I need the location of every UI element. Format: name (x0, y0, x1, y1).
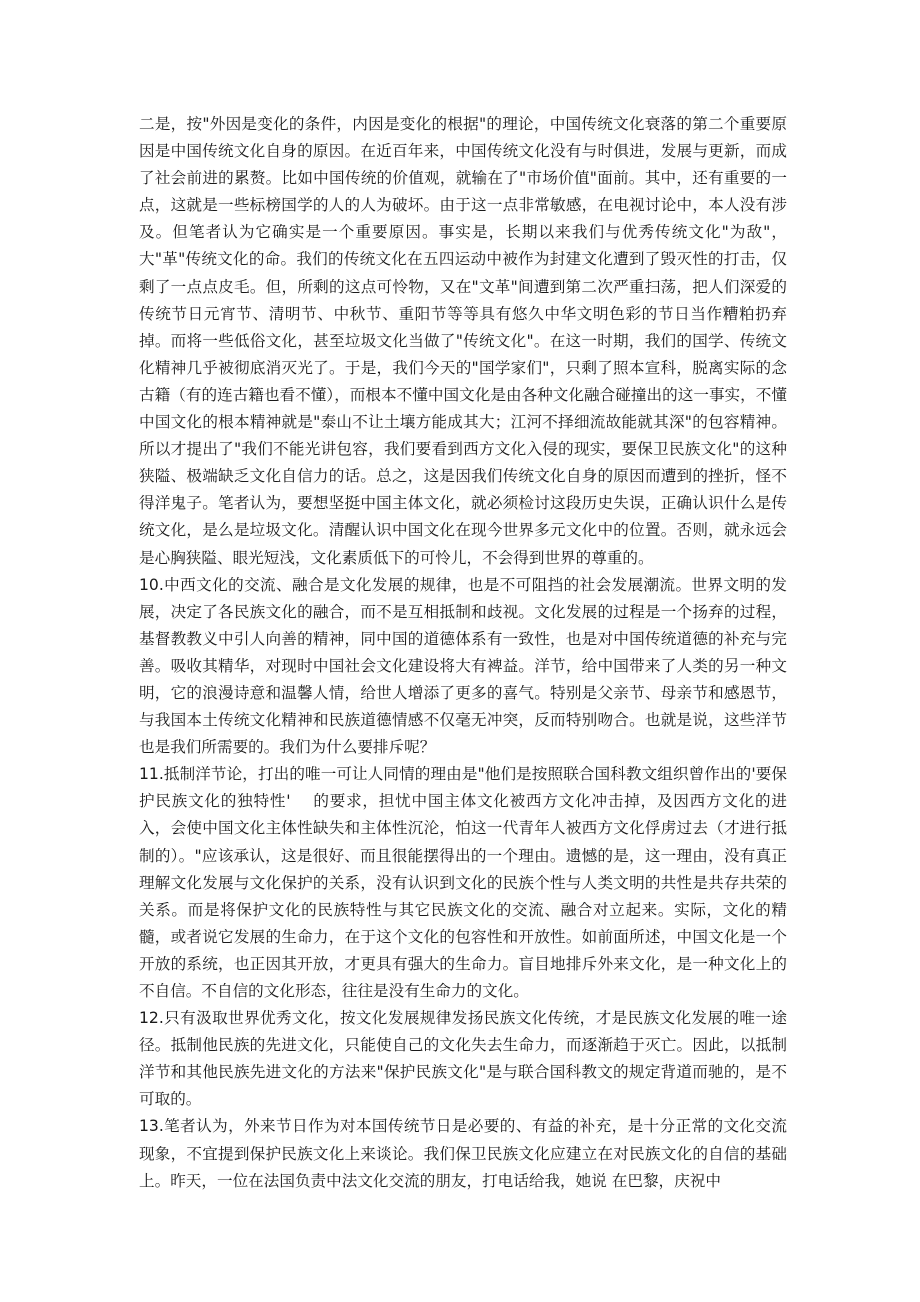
paragraph-point-10: 10.中西文化的交流、融合是文化发展的规律，也是不可阻挡的社会发展潮流。世界文明的发展，决定了各民族文化的融合，而不是互相抵制和歧视。文化发展的过程是一个扬弃的过程，基督教教义中引人向善的精神，同中国的道德体系有一致性，也是对中国传统道德的补充与完善。吸收其精华，对现时中国社会文化建设将大有裨益。洋节，给中国带来了人类的另一种文明，它的浪漫诗意和温馨人情，给世人增添了更多的喜气。特别是父亲节、母亲节和感恩节，与我国本土传统文化精神和民族道德情感不仅毫无冲突，反而特别吻合。也就是说，这些洋节也是我们所需要的。我们为什么要排斥呢？ (139, 575, 787, 757)
paragraph-point-13: 13.笔者认为，外来节日作为对本国传统节日是必要的、有益的补充，是十分正常的文化交流现象，不宜提到保护民族文化上来谈论。我们保卫民族文化应建立在对民族文化的自信的基础上。昨天，一位在法国负责中法文化交流的朋友，打电话给我，她说 在巴黎，庆祝中 (139, 1117, 787, 1190)
document-body (139, 111, 787, 1195)
paragraph-point-11: 11.抵制洋节论，打出的唯一可让人同情的理由是"他们是按照联合国科教文组织曾作出的'要保护民族文化的独特性' 的要求，担忧中国主体文化被西方文化冲击掉，及因西方文化的进入，会使中国文化主体性缺失和主体性沉沦，怕这一代青年人被西方文化俘虏过去（才进行抵制的）。"应该承认，这是很好、而且很能摆得出的一个理由。遗憾的是，这一理由，没有真正理解文化发展与文化保护的关系，没有认识到文化的民族个性与人类文明的共性是共存共荣的关系。而是将保护文化的民族特性与其它民族文化的交流、融合对立起来。实际，文化的精髓，或者说它发展的生命力，在于这个文化的包容性和开放性。如前面所述，中国文化是一个开放的系统，也正因其开放，才更具有强大的生命力。盲目地排斥外来文化，是一种文化上的不自信。不自信的文化形态，往往是没有生命力的文化。 (139, 765, 787, 1000)
paragraph-point-12: 12.只有汲取世界优秀文化，按文化发展规律发扬民族文化传统，才是民族文化发展的唯一途径。抵制他民族的先进文化，只能使自己的文化失去生命力，而逐渐趋于灭亡。因此，以抵制洋节和其他民族先进文化的方法来"保护民族文化"是与联合国科教文的规定背道而驰的，是不可取的。 (139, 1009, 787, 1109)
paragraph-intro-point-two: 二是，按"外因是变化的条件，内因是变化的根据"的理论，中国传统文化衰落的第二个重要原因是中国传统文化自身的原因。在近百年来，中国传统文化没有与时俱进，发展与更新，而成了社会前进的累赘。比如中国传统的价值观，就输在了"市场价值"面前。其中，还有重要的一点，这就是一些标榜国学的人的人为破坏。由于这一点非常敏感，在电视讨论中，本人没有涉及。但笔者认为它确实是一个重要原因。事实是，长期以来我们与优秀传统文化"为敌"，大"革"传统文化的命。我们的传统文化在五四运动中被作为封建文化遭到了毁灭性的打击，仅剩了一点点皮毛。但，所剩的这点可怜物，又在"文革"间遭到第二次严重扫荡，把人们深爱的传统节日元宵节、清明节、中秋节、重阳节等等具有悠久中华文明色彩的节日当作糟粕扔弃掉。而将一些低俗文化，甚至垃圾文化当做了"传统文化"。在这一时期，我们的国学、传统文化精神几乎被彻底消灭光了。于是，我们今天的"国学家们"，只剩了照本宣科，脱离实际的念古籍（有的连古籍也看不懂），而根本不懂中国文化是由各种文化融合碰撞出的这一事实，不懂中国文化的根本精神就是"泰山不让土壤方能成其大；江河不择细流故能就其深"的包容精神。所以才提出了"我们不能光讲包容，我们要看到西方文化入侵的现实，要保卫民族文化"的这种狭隘、极端缺乏文化自信力的话。总之，这是因我们传统文化自身的原因而遭到的挫折，怪不得洋鬼子。笔者认为，要想坚挺中国主体文化，就必须检讨这段历史失误，正确认识什么是传统文化，是么是垃圾文化。清醒认识中国文化在现今世界多元文化中的位置。否则，就永远会是心胸狭隘、眼光短浅，文化素质低下的可怜儿，不会得到世界的尊重的。 (139, 115, 787, 567)
